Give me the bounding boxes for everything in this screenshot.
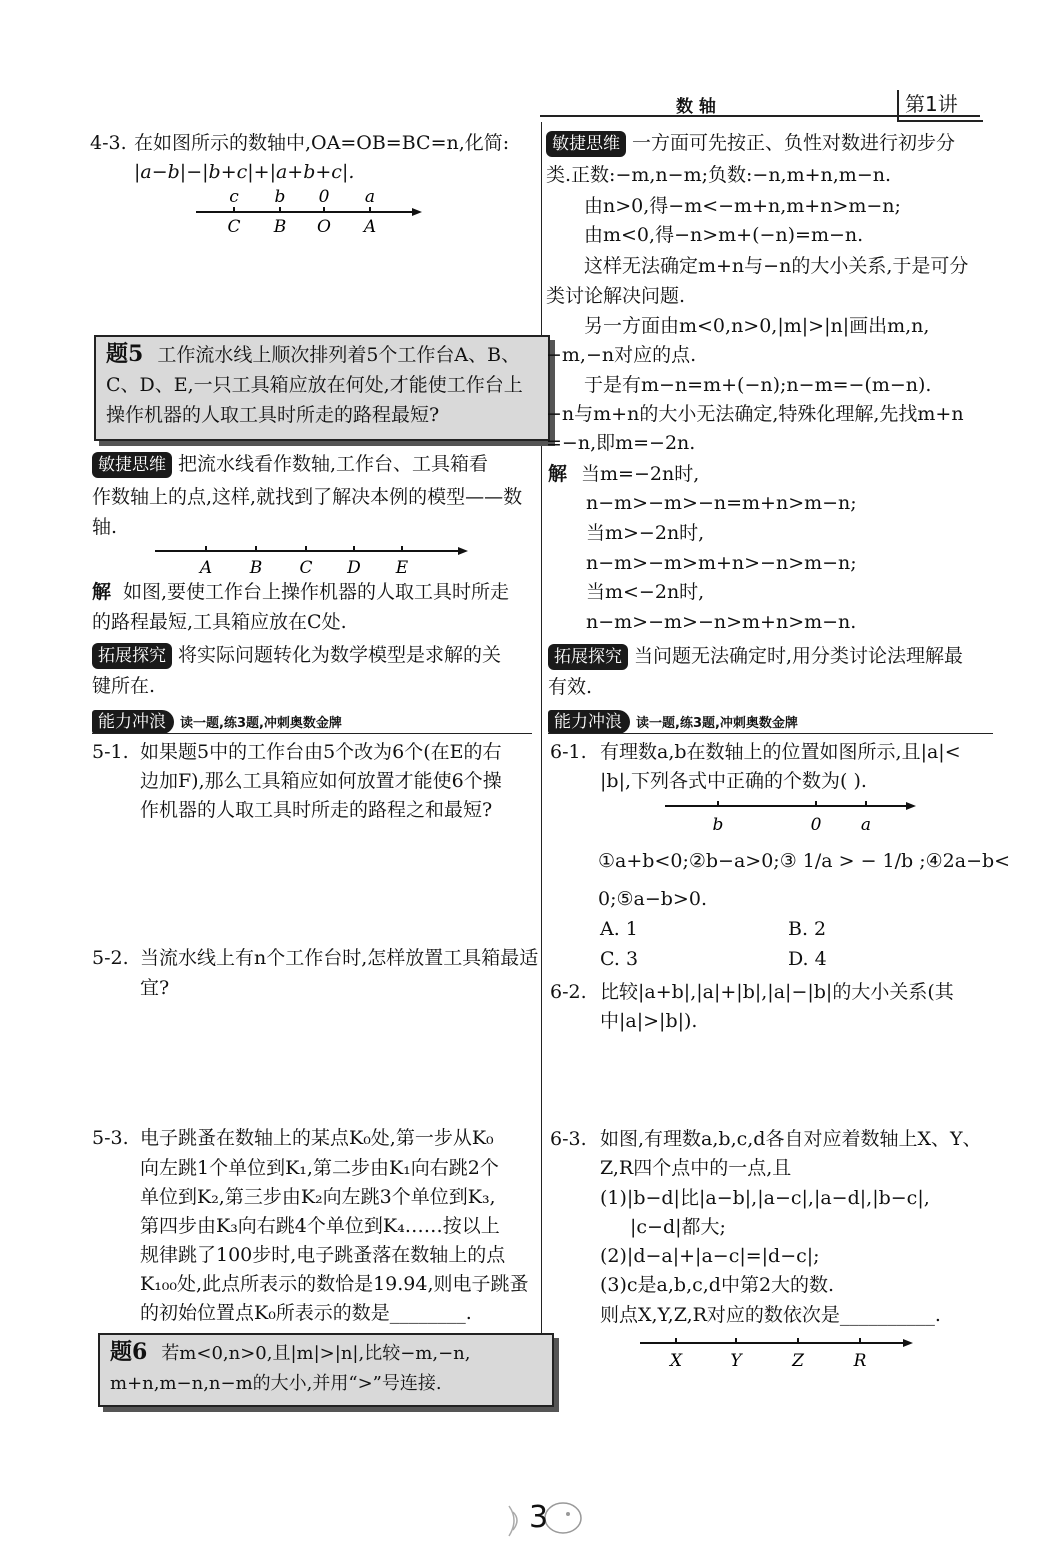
problem-6-3-line7: 则点X,Y,Z,R对应的数依次是__________. bbox=[600, 1304, 941, 1326]
page-number: 3 bbox=[529, 1500, 549, 1535]
expand-5-tag: 拓展探究 bbox=[92, 643, 172, 669]
page-number-badge bbox=[505, 1492, 585, 1548]
lecture-label: 第1讲 bbox=[905, 92, 958, 116]
problem-5-3-line1: 电子跳蚤在数轴上的某点K₀处,第一步从K₀ bbox=[140, 1127, 494, 1149]
problem-6-3-line1: 如图,有理数a,b,c,d各自对应着数轴上X、Y、 bbox=[600, 1128, 982, 1150]
problem-5-1-line2: 边加F),那么工具箱应如何放置才能使6个操 bbox=[140, 770, 502, 792]
axis-4-3-label: O bbox=[317, 217, 331, 237]
problem-6-1-options-line2: 0;⑤a−b>0. bbox=[598, 888, 707, 910]
problem-5-2-number: 5-2. bbox=[92, 947, 129, 969]
problem-5-3-line4: 第四步由K₃向右跳4个单位到K₄……按以上 bbox=[140, 1215, 500, 1237]
question-5-box bbox=[94, 335, 550, 441]
think-5-line1 bbox=[92, 449, 488, 479]
solution-5-line1 bbox=[92, 577, 509, 607]
axis-4-3-label: 0 bbox=[318, 187, 330, 207]
chapter-title: 数 轴 bbox=[676, 97, 716, 117]
power-5-tag: 能力冲浪 bbox=[92, 710, 174, 734]
power-5-sub: 读一题,练3题,冲刺奥数金牌 bbox=[180, 716, 342, 731]
problem-4-3-line1: 在如图所示的数轴中,OA=OB=BC=n,化简: bbox=[134, 132, 510, 154]
think-6-line6: 类讨论解决问题. bbox=[546, 285, 686, 307]
problem-5-1-line3: 作机器的人取工具时所走的路程之和最短? bbox=[140, 799, 493, 821]
axis-5-label: B bbox=[249, 558, 263, 578]
problem-5-2-line1: 当流水线上有n个工作台时,怎样放置工具箱最适 bbox=[140, 947, 539, 969]
power-6-tag: 能力冲浪 bbox=[548, 710, 630, 734]
axis-6-3-label: Y bbox=[730, 1351, 742, 1371]
solution-6-line3: 当m>−2n时, bbox=[586, 522, 705, 544]
axis-5-label: E bbox=[395, 558, 409, 578]
solution-6-line6: n−m>−m>−n>m+n>m−n. bbox=[586, 611, 857, 633]
axis-5-label: D bbox=[347, 558, 361, 578]
solution-5-line2: 的路程最短,工具箱应放在C处. bbox=[92, 611, 347, 633]
problem-5-1-line1: 如果题5中的工作台由5个改为6个(在E的右 bbox=[140, 741, 502, 763]
problem-6-3-line3: (1)|b−d|比|a−b|,|a−c|,|a−d|,|b−c|, bbox=[600, 1187, 930, 1209]
problem-6-3-line5: (2)|d−a|+|a−c|=|d−c|; bbox=[600, 1245, 820, 1267]
axis-5-label: A bbox=[199, 558, 213, 578]
expand-6-text1: 当问题无法确定时,用分类讨论法理解最 bbox=[634, 645, 964, 667]
think-6-line5: 这样无法确定m+n与−n的大小关系,于是可分 bbox=[584, 255, 969, 277]
question-5-line1 bbox=[106, 339, 538, 370]
choice-a: A. 1 bbox=[600, 918, 638, 940]
problem-5-1-number: 5-1. bbox=[92, 741, 129, 763]
think-6-line1 bbox=[546, 128, 955, 158]
expand-6-line1 bbox=[548, 641, 963, 671]
column-divider bbox=[541, 122, 542, 1407]
think-5-text1: 把流水线看作数轴,工作台、工具箱看 bbox=[178, 453, 489, 475]
question-6-line1 bbox=[110, 1337, 542, 1369]
question-6-box bbox=[98, 1333, 554, 1407]
think-6-line10: −n与m+n的大小无法确定,特殊化理解,先找m+n bbox=[546, 403, 964, 425]
axis-4-3-label: a bbox=[364, 187, 376, 207]
problem-5-3-line3: 单位到K₂,第三步由K₂向左跳3个单位到K₃, bbox=[140, 1186, 496, 1208]
axis-4-3-label: C bbox=[227, 217, 241, 237]
problem-5-3-line6: K₁₀₀处,此点所表示的数恰是19.94,则电子跳蚤 bbox=[140, 1273, 529, 1295]
problem-5-3-number: 5-3. bbox=[92, 1127, 129, 1149]
question-5-line3: 操作机器的人取工具时所走的路程最短? bbox=[106, 404, 440, 426]
problem-5-3-line5: 规律跳了100步时,电子跳蚤落在数轴上的点 bbox=[140, 1244, 506, 1266]
problem-6-1-number: 6-1. bbox=[550, 741, 587, 763]
expand-5-text1: 将实际问题转化为数学模型是求解的关 bbox=[178, 644, 502, 666]
think-6-text1: 一方面可先按正、负性对数进行初步分 bbox=[632, 132, 956, 154]
think-6-line11: =−n,即m=−2n. bbox=[546, 432, 696, 454]
power-6-heading bbox=[548, 706, 798, 739]
question-5-line2: C、D、E,一只工具箱应放在何处,才能使工作台上 bbox=[106, 374, 523, 396]
problem-4-3-line2: |a−b|−|b+c|+|a+b+c|. bbox=[134, 161, 355, 183]
axis-4-3-label: b bbox=[274, 187, 286, 207]
solution-5-text1: 如图,要使工作台上操作机器的人取工具时所走 bbox=[123, 581, 510, 603]
axis-4-3-label: B bbox=[273, 217, 287, 237]
problem-6-3-line6: (3)c是a,b,c,d中第2大的数. bbox=[600, 1274, 835, 1296]
solution-6-line2: n−m>−m>−n=m+n>m−n; bbox=[586, 492, 857, 514]
expand-5-line1 bbox=[92, 640, 501, 670]
number-line-5 bbox=[150, 538, 475, 578]
problem-6-3-line2: Z,R四个点中的一点,且 bbox=[600, 1157, 792, 1179]
think-5-line3: 轴. bbox=[92, 516, 118, 538]
number-line-6-3 bbox=[638, 1330, 923, 1372]
think-6-line3: 由n>0,得−m<−m+n,m+n>m−n; bbox=[584, 195, 901, 217]
question-6-text1: 若m<0,n>0,且|m|>|n|,比较−m,−n, bbox=[161, 1343, 471, 1364]
axis-6-1-label: a bbox=[860, 815, 872, 835]
choice-d: D. 4 bbox=[788, 948, 827, 970]
solution-6-tag: 解 bbox=[548, 463, 568, 485]
number-line-4-3 bbox=[190, 183, 430, 239]
think-5-tag: 敏捷思维 bbox=[92, 452, 172, 478]
axis-6-3-label: R bbox=[853, 1351, 867, 1371]
think-6-line9: 于是有m−n=m+(−n);n−m=−(m−n). bbox=[584, 374, 932, 396]
axis-4-3-label: c bbox=[229, 187, 239, 207]
problem-6-3-number: 6-3. bbox=[550, 1128, 587, 1150]
power-6-underline bbox=[548, 733, 993, 734]
expand-6-tag: 拓展探究 bbox=[548, 644, 628, 670]
axis-4-3-label: A bbox=[363, 217, 377, 237]
solution-6-line4: n−m>−m>m+n>−n>m−n; bbox=[586, 552, 857, 574]
power-5-underline bbox=[92, 733, 532, 734]
lecture-badge bbox=[897, 90, 983, 122]
think-6-line2: 类.正数:−m,n−m;负数:−n,m+n,m−n. bbox=[546, 164, 892, 186]
think-6-tag: 敏捷思维 bbox=[546, 131, 626, 157]
question-5-text1: 工作流水线上顺次排列着5个工作台A、B、 bbox=[157, 344, 521, 366]
problem-6-2-number: 6-2. bbox=[550, 981, 587, 1003]
problem-5-3-line2: 向左跳1个单位到K₁,第二步由K₁向右跳2个 bbox=[140, 1157, 499, 1179]
problem-6-2-line2: 中|a|>|b|). bbox=[600, 1010, 698, 1032]
problem-6-1-line2: |b|,下列各式中正确的个数为( ). bbox=[600, 770, 867, 792]
problem-6-1-line1: 有理数a,b在数轴上的位置如图所示,且|a|< bbox=[600, 741, 961, 763]
think-5-line2: 作数轴上的点,这样,就找到了解决本例的模型——数 bbox=[92, 486, 523, 508]
problem-6-2-line1: 比较|a+b|,|a|+|b|,|a|−|b|的大小关系(其 bbox=[600, 981, 954, 1003]
power-6-sub: 读一题,练3题,冲刺奥数金牌 bbox=[636, 716, 798, 731]
problem-5-2-line2: 宜? bbox=[140, 977, 170, 999]
axis-5-label: C bbox=[299, 558, 313, 578]
problem-6-1-options-line1: ①a+b<0;②b−a>0;③ 1/a > − 1/b ;④2a−b< bbox=[598, 850, 1011, 872]
think-6-line4: 由m<0,得−n>m+(−n)=m−n. bbox=[584, 224, 864, 246]
choice-c: C. 3 bbox=[600, 948, 639, 970]
expand-5-line2: 键所在. bbox=[92, 675, 156, 697]
axis-6-3-label: Z bbox=[792, 1351, 804, 1371]
axis-6-1-label: b bbox=[712, 815, 724, 835]
solution-6-text1: 当m=−2n时, bbox=[581, 463, 700, 485]
axis-6-1-label: 0 bbox=[810, 815, 822, 835]
axis-6-3-label: X bbox=[669, 1351, 683, 1371]
think-6-line8: −m,−n对应的点. bbox=[546, 344, 697, 366]
solution-5-tag: 解 bbox=[92, 581, 112, 603]
think-6-line7: 另一方面由m<0,n>0,|m|>|n|画出m,n, bbox=[584, 315, 930, 337]
choice-b: B. 2 bbox=[788, 918, 827, 940]
solution-6-line5: 当m<−2n时, bbox=[586, 581, 705, 603]
problem-4-3-number: 4-3. bbox=[90, 132, 127, 154]
question-6-label: 题6 bbox=[110, 1339, 148, 1365]
question-6-line2: m+n,m−n,n−m的大小,并用“>”号连接. bbox=[110, 1373, 442, 1394]
power-5-heading bbox=[92, 706, 342, 739]
expand-6-line2: 有效. bbox=[548, 676, 593, 698]
problem-5-3-line7: 的初始位置点K₀所表示的数是________. bbox=[140, 1302, 472, 1324]
number-line-6-1 bbox=[660, 793, 925, 835]
question-5-label: 题5 bbox=[106, 341, 144, 367]
solution-6-line1 bbox=[548, 459, 699, 489]
problem-6-3-line4: |c−d|都大; bbox=[630, 1216, 726, 1238]
